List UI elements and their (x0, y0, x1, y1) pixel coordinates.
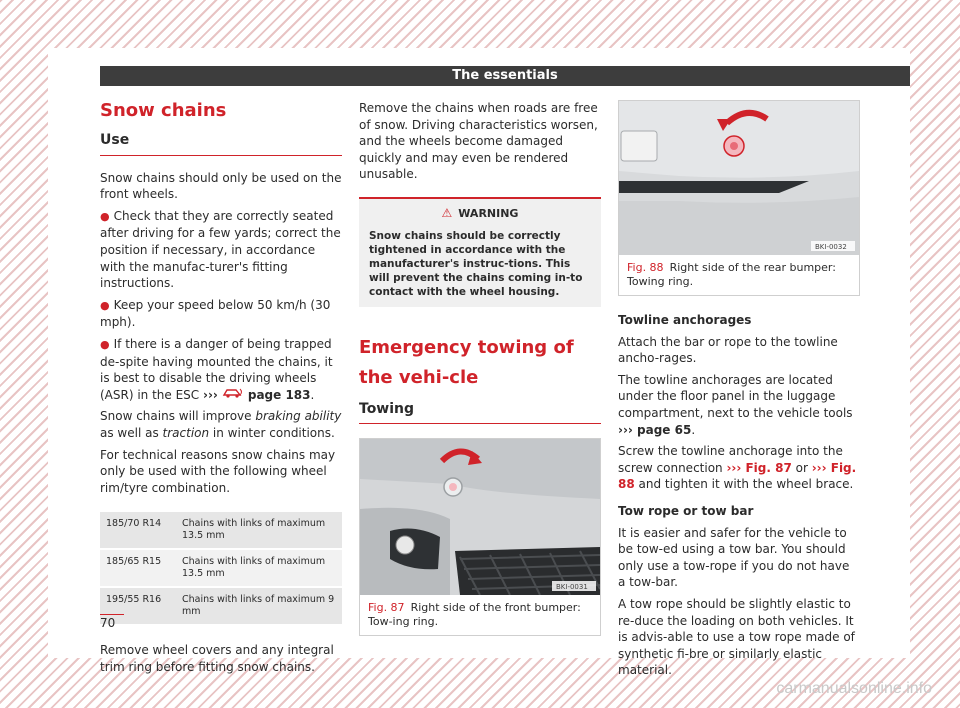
towline-text: and tighten it with the wheel brace. (634, 477, 854, 492)
subsection-towing (359, 401, 601, 425)
column-snow-chains (100, 100, 342, 680)
table-cell-size: 185/70 R14 (100, 512, 176, 549)
tow-rope-paragraph: A tow rope should be slightly elastic to re-duce the loading on both vehicles. It is advis-able to use a tow rope made of synthetic fi-bre or similarly elastic material. (618, 596, 855, 678)
traction-emphasis: traction (162, 425, 210, 440)
page-ref-arrow: ››› (203, 387, 223, 402)
warning-text: Snow chains should be correctly tightened in accordance with the manufacturer's instruc-tions. This will prevent the chains coming in-to contact with the wheel housing. (369, 229, 583, 298)
section-title-emergency-towing: Emergency towing of the vehi-cle (359, 336, 574, 388)
figure-label: Fig. 88 (627, 261, 664, 274)
rear-bumper-image (619, 101, 859, 255)
figure-code: BKI-0032 (815, 243, 847, 251)
remove-paragraph: Remove the chains when roads are free of snow. Driving characteristics worsen, and the wheels become damaged quickly and may even be rendered unusable. (359, 101, 598, 182)
braking-paragraph (100, 408, 342, 441)
intro-paragraph: Snow chains should only be used on the front wheels. (100, 170, 342, 202)
towline-text: Screw the towline anchorage into the screw connection (618, 444, 843, 475)
page-header: The essentials (100, 66, 910, 86)
bullet-dot-icon: ● (100, 209, 110, 223)
braking-text: Snow chains will improve (100, 409, 256, 424)
braking-text: as well as (100, 425, 163, 440)
table-cell-desc: Chains with links of maximum 13.5 mm (176, 512, 342, 549)
subsection-title-towing: Towing (359, 400, 415, 417)
bullet-text: If there is a danger of being trapped de-spite having mounted the chains, it is best to disable the driving wheels (ASR) in the ESC (100, 336, 333, 402)
subsection-title-use: Use (100, 132, 130, 148)
warning-header (359, 197, 601, 227)
towline-paragraph: Attach the bar or rope to the towline ancho-rages. (618, 334, 838, 366)
tow-rope-paragraph: It is easier and safer for the vehicle to be tow-ed using a tow bar. You should only use a tow-rope if you do not have a tow-bar. (618, 525, 850, 590)
bullet-text: Check that they are correctly seated after driving for a few yards; correct the position if necessary, in accordance with the manufac-turer's fitting instructions. (100, 208, 341, 291)
page-number: 70 (100, 616, 116, 630)
page-ref-link[interactable]: page 183 (247, 387, 311, 402)
towline-paragraph (618, 443, 860, 493)
figure-88 (618, 100, 860, 296)
table-row (100, 512, 342, 549)
table-row (100, 549, 342, 587)
braking-emphasis: braking ability (255, 409, 342, 424)
chain-spec-table (100, 512, 342, 626)
front-bumper-image (360, 439, 600, 595)
figure-code: BKI-0031 (556, 583, 588, 592)
warning-box (359, 197, 601, 307)
figure-87 (359, 438, 601, 636)
bullet-item (100, 208, 342, 292)
table-cell-size: 185/65 R15 (100, 549, 176, 587)
page-number-rule (100, 614, 124, 615)
figure-ref-link[interactable]: ››› Fig. 88 (618, 460, 857, 492)
figure-caption-text: Right side of the rear bumper: Towing ring. (627, 261, 836, 288)
bullet-dot-icon: ● (100, 337, 110, 351)
bullet-item (100, 336, 342, 403)
table-cell-desc: Chains with links of maximum 13.5 mm (176, 549, 342, 587)
warning-label: WARNING (458, 206, 519, 220)
towline-text: The towline anchorages are located under the floor panel in the luggage compartment, next to the vehicle tools (618, 372, 853, 420)
figure-caption (619, 255, 859, 289)
figure-caption-text: Right side of the front bumper: Tow-ing ring. (368, 601, 581, 629)
watermark: carmanualsonline.info (776, 680, 932, 697)
page-ref-link[interactable]: ››› page 65 (618, 422, 692, 437)
subsection-use (100, 132, 342, 156)
table-cell-desc: Chains with links of maximum 9 mm (176, 587, 342, 625)
technical-paragraph: For technical reasons snow chains may only be used with the following wheel rim/tyre combination. (100, 447, 336, 495)
column-towing (359, 100, 601, 636)
table-cell-size: 195/55 R16 (100, 587, 176, 625)
tow-rope-heading: Tow rope or tow bar (618, 503, 754, 518)
page-sheet (48, 48, 910, 678)
towline-paragraph (618, 372, 860, 438)
figure-ref-link[interactable]: ››› Fig. 87 (726, 460, 792, 475)
towline-heading: Towline anchorages (618, 313, 752, 327)
outro-paragraph: Remove wheel covers and any integral trim ring before fitting snow chains. (100, 643, 334, 674)
section-title-snow-chains: Snow chains (100, 100, 227, 121)
braking-text: in winter conditions. (209, 425, 335, 440)
bullet-dot-icon: ● (100, 298, 110, 312)
warning-triangle-icon: ⚠ (441, 205, 453, 220)
bullet-item (100, 297, 342, 331)
punctuation: . (310, 387, 315, 402)
towline-text: or (791, 460, 812, 475)
figure-caption (360, 595, 600, 629)
table-row (100, 587, 342, 625)
car-skid-icon (222, 388, 244, 402)
punctuation: . (691, 422, 696, 437)
bullet-text: Keep your speed below 50 km/h (30 mph). (100, 297, 331, 330)
figure-label: Fig. 87 (368, 601, 405, 615)
column-towline (618, 100, 860, 684)
